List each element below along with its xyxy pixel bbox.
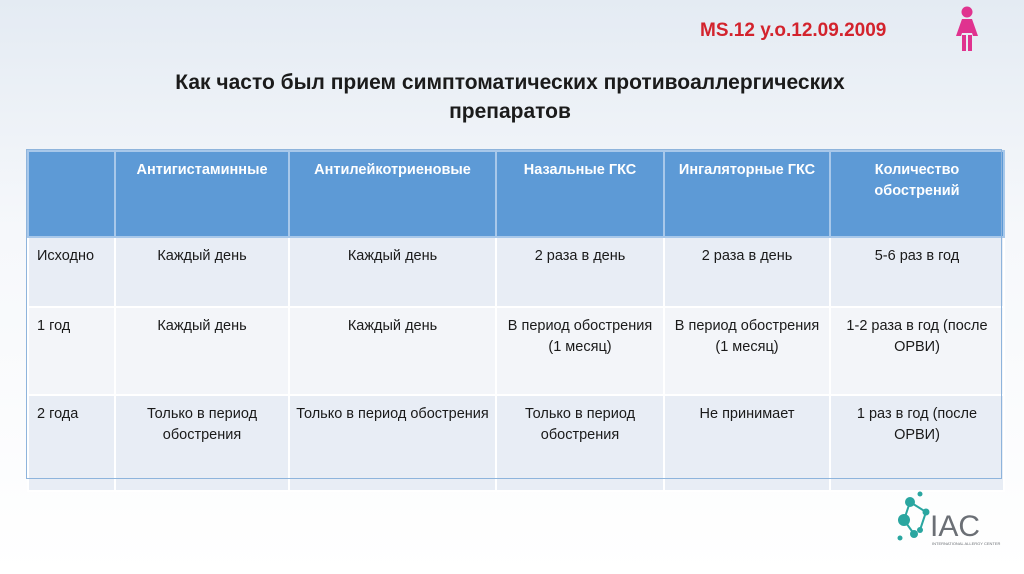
table-header-row: [28, 151, 1004, 237]
page-title: [60, 68, 960, 126]
medication-table: [27, 150, 1005, 492]
table-cell: Каждый день: [115, 237, 289, 307]
table-cell: Каждый день: [115, 307, 289, 395]
table-row: [28, 307, 1004, 395]
table-cell: Каждый день: [289, 307, 496, 395]
row-label: 1 год: [28, 307, 115, 395]
patient-code: MS.12 у.о.12.09.2009: [700, 20, 887, 41]
table-row: [28, 395, 1004, 491]
column-header-exacerbations: Количество обострений: [830, 151, 1004, 237]
page-title-line-2: препаратов: [449, 100, 571, 123]
table-cell: В период обострения (1 месяц): [664, 307, 830, 395]
column-header-corner: [28, 151, 115, 237]
logo-subtext: INTERNATIONAL ALLERGY CENTER: [932, 541, 1001, 546]
table-cell: В период обострения (1 месяц): [496, 307, 664, 395]
table-cell: 1 раз в год (после ОРВИ): [830, 395, 1004, 491]
table-cell: Каждый день: [289, 237, 496, 307]
table-cell: Только в период обострения: [496, 395, 664, 491]
table-cell: Не принимает: [664, 395, 830, 491]
table-cell: 2 раза в день: [496, 237, 664, 307]
table-cell: 1-2 раза в год (после ОРВИ): [830, 307, 1004, 395]
female-icon: [953, 6, 981, 52]
table-cell: 5-6 раз в год: [830, 237, 1004, 307]
table-row: [28, 237, 1004, 307]
logo-text: IAC: [930, 510, 981, 543]
row-label: Исходно: [28, 237, 115, 307]
column-header-inhaled-gcs: Ингаляторные ГКС: [664, 151, 830, 237]
table-cell: Только в период обострения: [115, 395, 289, 491]
column-header-antihistamines: Антигистаминные: [115, 151, 289, 237]
column-header-antileukotrienes: Антилейкотриеновые: [289, 151, 496, 237]
column-header-nasal-gcs: Назальные ГКС: [496, 151, 664, 237]
table-cell: 2 раза в день: [664, 237, 830, 307]
iac-logo: [896, 490, 1006, 556]
table-cell: Только в период обострения: [289, 395, 496, 491]
page-title-line-1: Как часто был прием симптоматических противоаллергических: [175, 71, 845, 94]
row-label: 2 года: [28, 395, 115, 491]
